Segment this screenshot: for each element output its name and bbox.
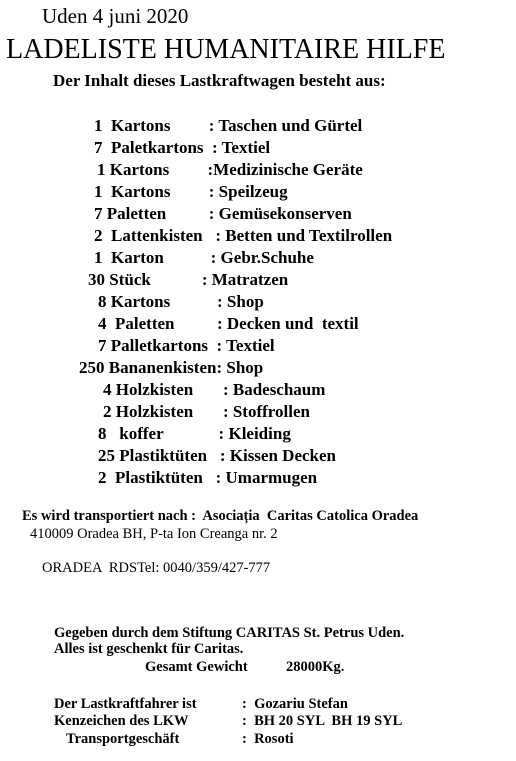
cargo-item: 4 Paletten : Decken und textil (98, 314, 359, 333)
cargo-item: 250 Bananenkisten: Shop (79, 358, 264, 377)
transport-phone: ORADEA RDSTel: 0040/359/427-777 (42, 560, 271, 576)
cargo-item: 7 Paletten : Gemüsekonserven (94, 204, 352, 223)
driver-label: Der Lastkraftfahrer ist (54, 696, 197, 712)
cargo-item: 2 Lattenkisten : Betten und Textilrollen (94, 226, 393, 245)
transport-destination: Es wird transportiert nach : Asociația Caritas Catolica Oradea (22, 508, 419, 524)
cargo-item: 7 Palletkartons : Textiel (98, 336, 275, 355)
cargo-item: 1 Kartons : Taschen und Gürtel (94, 116, 363, 135)
cargo-item: 8 koffer : Kleiding (98, 424, 291, 443)
plate-value: : BH 20 SYL BH 19 SYL (242, 713, 403, 729)
cargo-item: 1 Karton : Gebr.Schuhe (94, 248, 314, 267)
cargo-item: 7 Paletkartons : Textiel (94, 138, 271, 157)
document-date: Uden 4 juni 2020 (42, 4, 189, 28)
document-subtitle: Der Inhalt dieses Lastkraftwagen besteht aus: (53, 71, 386, 90)
cargo-item: 2 Holzkisten : Stoffrollen (103, 402, 310, 421)
transport-address: 410009 Oradea BH, P-ta Ion Creanga nr. 2 (30, 526, 278, 542)
cargo-item: 30 Stück : Matratzen (88, 270, 289, 289)
company-label: Transportgeschäft (66, 731, 180, 747)
company-value: : Rosoti (242, 731, 294, 747)
cargo-item: 2 Plastiktüten : Umarmugen (98, 468, 318, 487)
cargo-item: 8 Kartons : Shop (98, 292, 264, 311)
document-title: LADELISTE HUMANITAIRE HILFE (6, 34, 446, 65)
donor-line: Gegeben durch dem Stiftung CARITAS St. Petrus Uden. (54, 625, 405, 641)
cargo-item: 25 Plastiktüten : Kissen Decken (98, 446, 336, 465)
plate-label: Kenzeichen des LKW (54, 713, 189, 729)
cargo-item: 4 Holzkisten : Badeschaum (103, 380, 326, 399)
driver-value: : Gozariu Stefan (242, 696, 348, 712)
cargo-item: 1 Kartons :Medizinische Geräte (97, 160, 363, 179)
total-weight-label: Gesamt Gewicht (145, 659, 248, 675)
total-weight-value: 28000Kg. (286, 659, 345, 675)
cargo-item: 1 Kartons : Speilzeug (94, 182, 288, 201)
gift-line: Alles ist geschenkt für Caritas. (54, 641, 244, 657)
